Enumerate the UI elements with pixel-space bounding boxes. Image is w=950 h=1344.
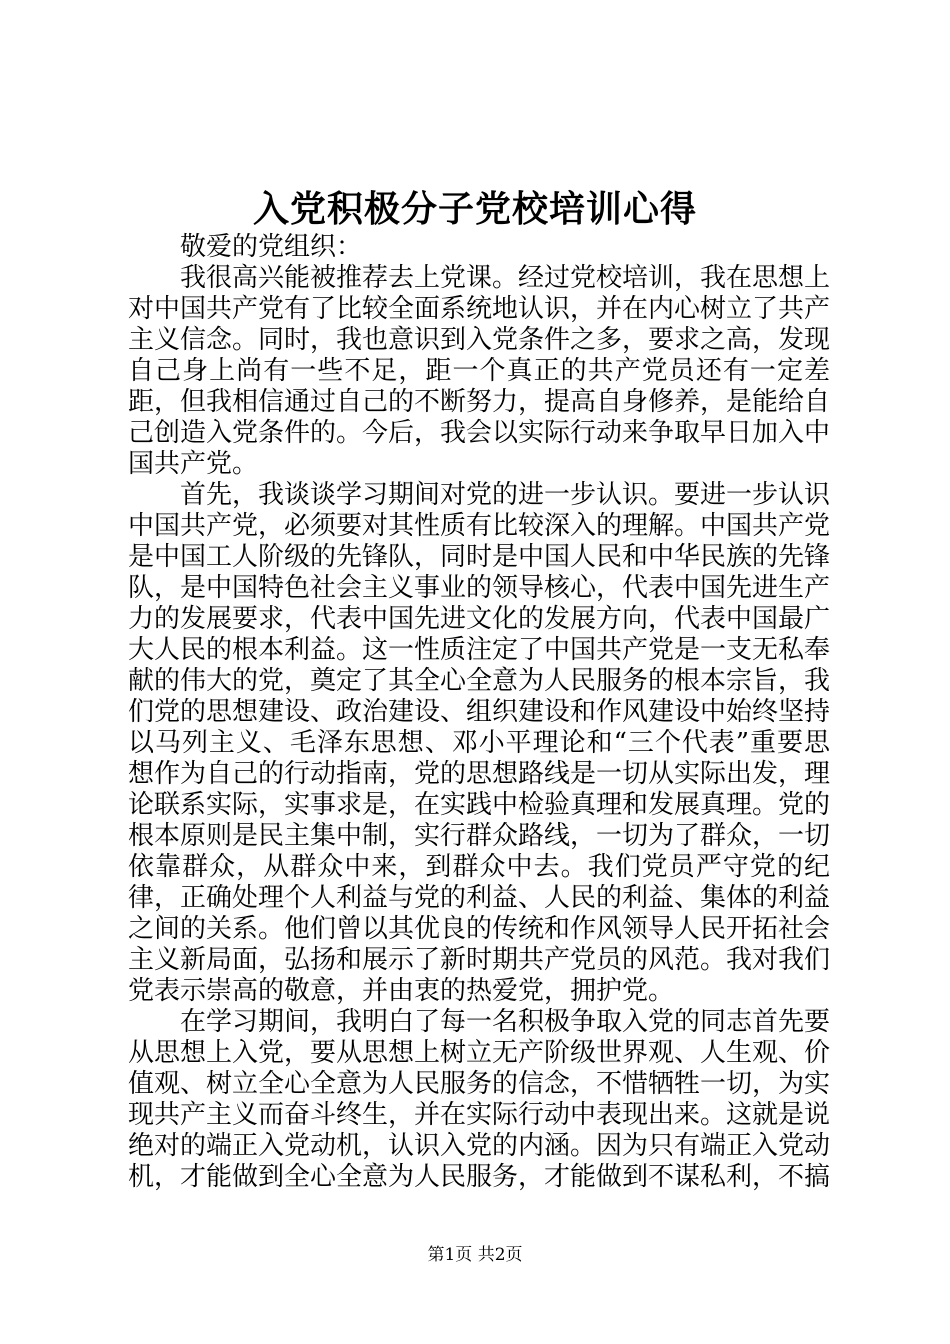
document-body — [128, 232, 830, 1193]
paragraph-1: 我很高兴能被推荐去上党课。经过党校培训，我在思想上对中国共产党有了比较全面系统地认识，并在内心树立了共产主义信念。同时，我也意识到入党条件之多，要求之高，发现自己身上尚有一些不足，距一个真正的共产党员还有一定差距，但我相信通过自己的不断努力，提高自身修养，是能给自己创造入党条件的。今后，我会以实际行动来争取早日加入中国共产党。 — [128, 263, 831, 479]
page-number-footer: 第1页 共2页 — [427, 1245, 523, 1265]
salutation: 敬爱的党组织： — [180, 232, 363, 262]
paragraph-3: 在学习期间，我明白了每一名积极争取入党的同志首先要从思想上入党，要从思想上树立无产阶级世界观、人生观、价值观、树立全心全意为人民服务的信念，不惜牺牲一切，为实现共产主义而奋斗终生，并在实际行动中表现出来。这就是说绝对的端正入党动机，认识入党的内涵。因为只有端正入党动机，才能做到全心全意为人民服务，才能做到不谋私利，不搞 — [128, 1007, 831, 1192]
paragraph-2: 首先，我谈谈学习期间对党的进一步认识。要进一步认识中国共产党，必须要对其性质有比较深入的理解。中国共产党是中国工人阶级的先锋队，同时是中国人民和中华民族的先锋队，是中国特色社会主义事业的领导核心，代表中国先进生产力的发展要求，代表中国先进文化的发展方向，代表中国最广大人民的根本利益。这一性质注定了中国共产党是一支无私奉献的伟大的党，奠定了其全心全意为人民服务的根本宗旨，我们党的思想建设、政治建设、组织建设和作风建设中始终坚持以马列主义、毛泽东思想、邓小平理论和“三个代表”重要思想作为自己的行动指南，党的思想路线是一切从实际出发，理论联系实际，实事求是，在实践中检验真理和发展真理。党的根本原则是民主集中制，实行群众路线，一切为了群众，一切依靠群众，从群众中来，到群众中去。我们党员严守党的纪律，正确处理个人利益与党的利益、人民的利益、集体的利益之间的关系。他们曾以其优良的传统和作风领导人民开拓社会主义新局面，弘扬和展示了新时期共产党员的风范。我对我们党表示崇高的敬意，并由衷的热爱党，拥护党。 — [128, 480, 831, 1006]
document-title: 入党积极分子党校培训心得 — [252, 188, 697, 230]
